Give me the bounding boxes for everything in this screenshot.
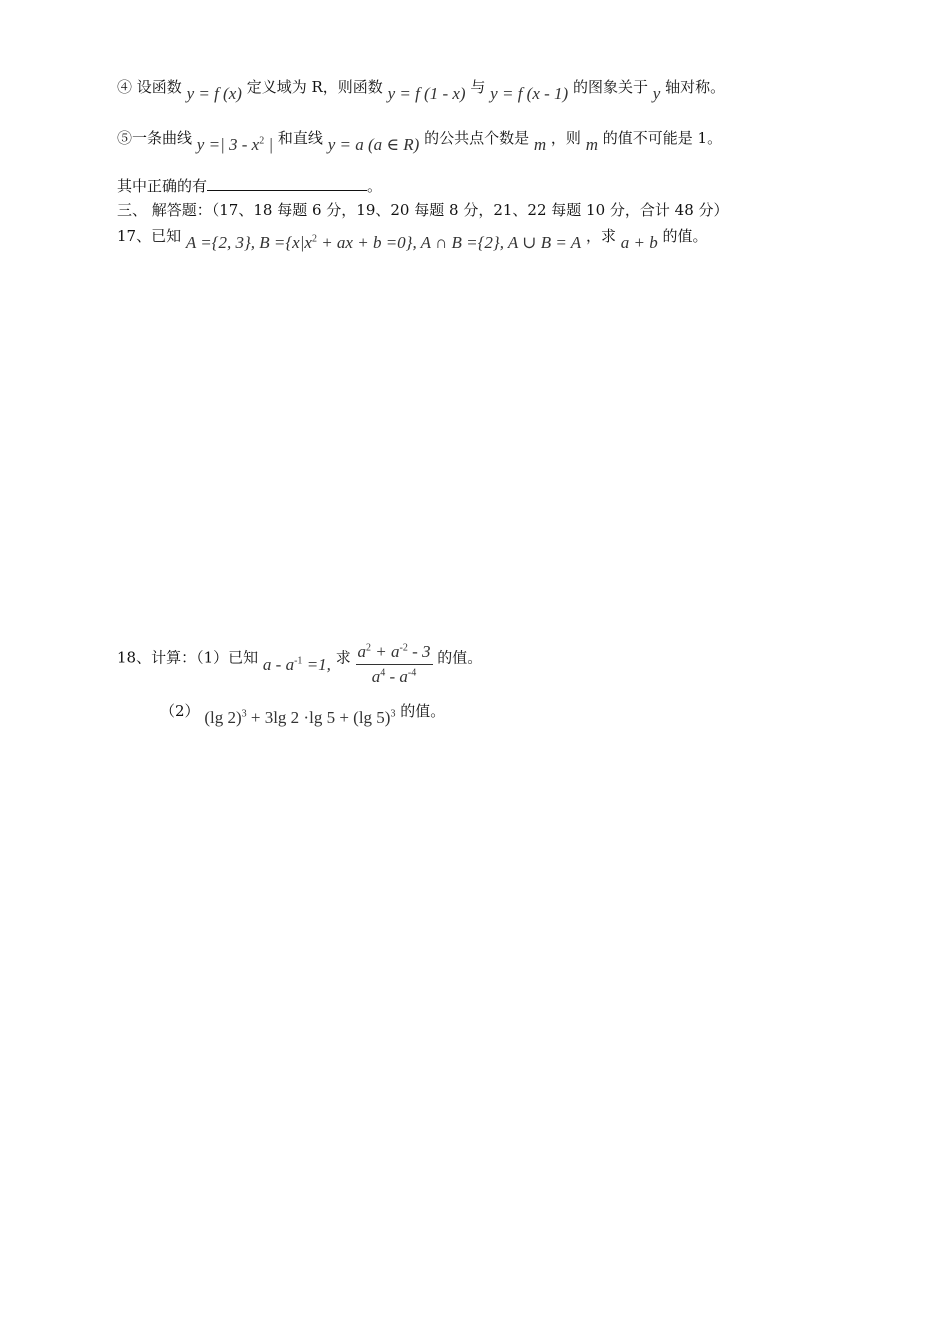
statement-4-text-1: 定义域为 R，则函数: [246, 78, 383, 96]
formula-m-1: m: [533, 135, 547, 154]
formula-sets: A ={2, 3}, $B =\{x|x^2$ + ax + b =0}, A ∩ B ={2}, A ∪ B = A: [185, 233, 582, 252]
statement-5-text-3: ，则: [550, 129, 581, 147]
question-18-part-2-lead: （2）: [160, 702, 200, 720]
fraction-denominator: $a^4 - a^{-4}$: [371, 667, 417, 686]
formula-condition: $a - a^{-1} =1$,: [262, 654, 331, 674]
question-18-text-1: 求: [335, 648, 351, 667]
statement-5-lead: ⑤一条曲线: [117, 129, 193, 147]
question-18-part-2-tail: 的值。: [400, 702, 446, 720]
fraction-numerator: $a^2 + a^{-2} - 3$: [356, 642, 433, 665]
question-18-text-2: 的值。: [437, 648, 483, 667]
formula-y-f-x: y = f (x): [186, 84, 242, 103]
answer-prompt-tail: 。: [367, 177, 383, 195]
statement-5-text-2: 的公共点个数是: [424, 129, 530, 147]
answer-prompt-text: 其中正确的有: [117, 177, 208, 195]
formula-log-expression: (lg 2)$^3$ + 3lg 2 ·lg 5 + (lg 5)$^3$: [204, 708, 396, 727]
statement-4-text-4: 轴对称。: [665, 78, 726, 96]
statement-5-text-4: 的值不可能是 1。: [602, 129, 723, 147]
formula-m-2: m: [585, 135, 598, 154]
formula-a-plus-b: a + b: [620, 233, 658, 252]
formula-fraction: [356, 642, 433, 687]
statement-4: [117, 76, 726, 103]
question-18-part-1: [117, 636, 483, 686]
formula-line: y = a (a ∈ R): [327, 135, 420, 154]
question-17-text-2: 的值。: [662, 227, 708, 245]
answer-blank[interactable]: [207, 176, 367, 191]
answer-prompt: [117, 175, 382, 196]
formula-y-f-x-minus-1: y = f (x - 1): [490, 84, 569, 103]
question-18-lead: 18、计算：（1）已知: [117, 648, 259, 667]
statement-5: [117, 127, 723, 154]
question-17-text-1: ，求: [585, 227, 616, 245]
statement-4-lead: ④ 设函数: [117, 78, 182, 96]
question-17: [117, 225, 708, 252]
statement-4-text-2: 与: [470, 78, 486, 96]
question-18-part-2: [160, 700, 446, 727]
formula-y-f-1-minus-x: y = f (1 - x): [387, 84, 466, 103]
formula-y-axis: y: [652, 84, 661, 103]
statement-4-text-3: 的图象关于: [572, 78, 648, 96]
section-3-heading: 三、 解答题：（17、18 每题 6 分，19、20 每题 8 分，21、22 每题 10 分，合计 48 分）: [117, 201, 729, 219]
question-17-lead: 17、已知: [117, 227, 182, 245]
formula-curve: y =| $3 - x^2$ |: [196, 135, 274, 154]
statement-5-text-1: 和直线: [277, 129, 323, 147]
